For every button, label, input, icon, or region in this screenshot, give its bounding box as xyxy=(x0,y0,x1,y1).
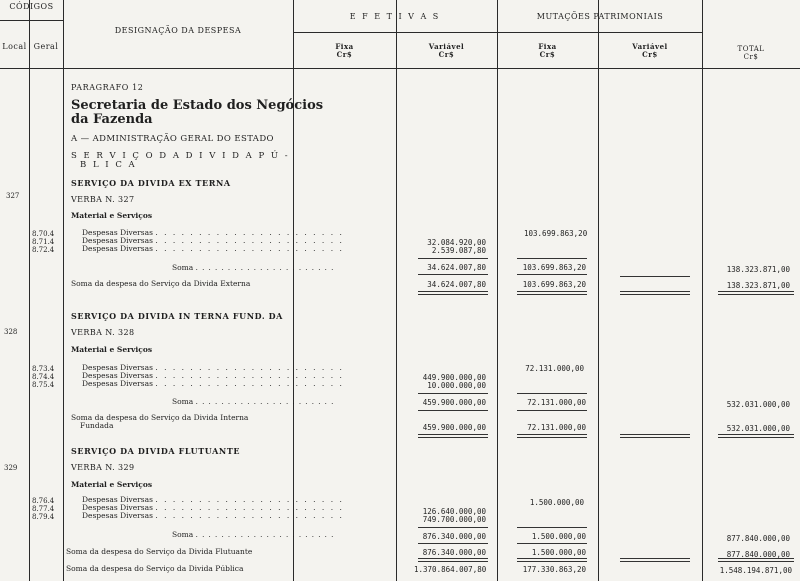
col-rule xyxy=(497,0,498,581)
final-total: 1.548.194.871,00 xyxy=(719,566,792,575)
verba: VERBA N. 327 xyxy=(71,195,135,204)
soma-mut: 72.131.000,00 xyxy=(527,398,586,407)
sum-rule xyxy=(620,276,690,277)
final-soma-label: Soma da despesa do Serviço da Divida Pública xyxy=(66,564,244,573)
material-label: Material e Serviços xyxy=(71,480,153,489)
section-title: SERVIÇO DA DIVIDA FLUTUANTE xyxy=(71,446,241,456)
sum-rule xyxy=(418,543,488,544)
codigos-header: CÓDIGOS xyxy=(9,2,54,11)
total-double-rule xyxy=(418,558,488,562)
servico-soma-label: Soma da despesa do Serviço da Divida Externa xyxy=(71,279,251,288)
variavel-header: Variável Cr$ xyxy=(428,42,465,59)
sum-rule xyxy=(418,393,488,394)
mut-value: 103.699.863,20 xyxy=(524,229,588,238)
item-label: Despesas Diversas . . . . . . . . . . . . . . . . . . . . . . xyxy=(82,379,344,388)
servico-soma-label: Soma da despesa do Serviço da Divida Flutuante xyxy=(66,547,253,556)
item-label: Despesas Diversas . . . . . . . . . . . . . . . . . . . . . . xyxy=(82,236,344,245)
item-code: 8.71.4 xyxy=(32,238,55,246)
total-double-rule xyxy=(620,291,690,295)
col-rule xyxy=(702,0,703,581)
local-code: 327 xyxy=(6,192,20,200)
admin-heading: A — ADMINISTRAÇÃO GERAL DO ESTADO xyxy=(71,134,274,144)
col-rule xyxy=(29,0,30,581)
servico-variavel: 876.340.000,00 xyxy=(422,548,486,557)
verba: VERBA N. 329 xyxy=(71,463,135,472)
total-double-rule xyxy=(718,434,794,438)
soma-label: Soma . . . . . . . . . . . . . . . . . . . . . . xyxy=(172,530,335,539)
efetivas-header: E F E T I V A S xyxy=(349,12,441,21)
item-code: 8.70.4 xyxy=(32,230,55,238)
servico-soma-label-2: Fundada xyxy=(80,421,114,430)
secretaria-line2: da Fazenda xyxy=(71,112,153,127)
total-double-rule xyxy=(718,291,794,295)
local-code: 328 xyxy=(4,328,18,336)
header-rule xyxy=(0,20,63,21)
variavel-value: 2.539.087,80 xyxy=(431,246,486,255)
sum-rule xyxy=(418,258,488,259)
local-header: Local xyxy=(2,42,27,51)
sum-rule xyxy=(517,274,587,275)
secretaria-line1: Secretaria de Estado dos Negócios xyxy=(71,98,324,113)
total-double-rule xyxy=(620,558,690,562)
sum-rule xyxy=(517,543,587,544)
item-label: Despesas Diversas . . . . . . . . . . . . . . . . . . . . . . xyxy=(82,244,344,253)
final-variavel: 1.370.864.007,80 xyxy=(414,565,487,574)
soma-label: Soma . . . . . . . . . . . . . . . . . . . . . . xyxy=(172,397,335,406)
item-code: 8.72.4 xyxy=(32,246,55,254)
soma-total: 138.323.871,00 xyxy=(726,265,790,274)
servico-heading-1: S E R V I Ç O D A D I V I D A P Ú - xyxy=(71,151,290,161)
soma-total: 877.840.000,00 xyxy=(726,534,790,543)
total-double-rule xyxy=(620,434,690,438)
total-double-rule xyxy=(517,291,587,295)
fixa-header: Fixa Cr$ xyxy=(335,42,354,59)
item-code: 8.77.4 xyxy=(32,505,55,513)
sum-rule xyxy=(517,393,587,394)
total-double-rule xyxy=(718,558,794,562)
item-label: Despesas Diversas . . . . . . . . . . . . . . . . . . . . . . xyxy=(82,228,344,237)
sum-rule xyxy=(418,410,488,411)
col-rule xyxy=(63,0,64,581)
variavel-value: 10.000.000,00 xyxy=(427,381,486,390)
col-rule xyxy=(293,0,294,581)
item-code: 8.75.4 xyxy=(32,381,55,389)
variavel-value: 32.084.920,00 xyxy=(427,238,486,247)
servico-mut: 72.131.000,00 xyxy=(527,423,586,432)
soma-total: 532.031.000,00 xyxy=(726,400,790,409)
mut-variavel-header: Variável Cr$ xyxy=(632,42,668,59)
total-header: TOTAL Cr$ xyxy=(737,45,765,61)
servico-total: 532.031.000,00 xyxy=(726,424,790,433)
soma-mut: 1.500.000,00 xyxy=(531,532,586,541)
mut-fixa-header: Fixa Cr$ xyxy=(538,42,557,59)
paragrafo: PARAGRAFO 12 xyxy=(71,83,144,92)
servico-total: 877.840.000,00 xyxy=(726,550,790,559)
col-rule xyxy=(396,0,397,581)
item-code: 8.79.4 xyxy=(32,513,55,521)
variavel-value: 449.900.000,00 xyxy=(422,373,486,382)
local-code: 329 xyxy=(4,464,18,472)
item-label: Despesas Diversas . . . . . . . . . . . . . . . . . . . . . . xyxy=(82,511,344,520)
designacao-header: DESIGNAÇÃO DA DESPESA xyxy=(114,26,242,35)
sum-rule xyxy=(418,527,488,528)
item-code: 8.73.4 xyxy=(32,365,55,373)
section-title: SERVIÇO DA DIVIDA IN TERNA FUND. DA xyxy=(71,311,283,321)
verba: VERBA N. 328 xyxy=(71,328,135,337)
mutacoes-header: MUTAÇÕES PATRIMONIAIS xyxy=(536,12,664,21)
material-label: Material e Serviços xyxy=(71,211,153,220)
material-label: Material e Serviços xyxy=(71,345,153,354)
variavel-value: 749.700.000,00 xyxy=(422,515,486,524)
item-code: 8.76.4 xyxy=(32,497,55,505)
item-label: Despesas Diversas . . . . . . . . . . . . . . . . . . . . . . xyxy=(82,495,344,504)
mut-value: 72.131.000,00 xyxy=(525,364,584,373)
sum-rule xyxy=(418,274,488,275)
soma-label: Soma . . . . . . . . . . . . . . . . . . . . . . xyxy=(172,263,335,272)
geral-header: Geral xyxy=(33,42,59,51)
soma-mut: 103.699.863,20 xyxy=(522,263,586,272)
servico-mut: 103.699.863,20 xyxy=(522,280,586,289)
final-mut: 177.330.863,20 xyxy=(522,565,586,574)
header-rule xyxy=(0,68,800,69)
mut-value: 1.500.000,00 xyxy=(529,498,584,507)
soma-variavel: 876.340.000,00 xyxy=(422,532,486,541)
col-rule xyxy=(598,0,599,581)
item-label: Despesas Diversas . . . . . . . . . . . . . . . . . . . . . . xyxy=(82,363,344,372)
item-label: Despesas Diversas . . . . . . . . . . . . . . . . . . . . . . xyxy=(82,371,344,380)
total-double-rule xyxy=(517,434,587,438)
sum-rule xyxy=(517,258,587,259)
servico-total: 138.323.871,00 xyxy=(726,281,790,290)
total-double-rule xyxy=(418,434,488,438)
soma-variavel: 34.624.007,80 xyxy=(427,263,486,272)
servico-soma-label: Soma da despesa do Serviço da Divida Interna xyxy=(71,413,249,422)
sum-rule xyxy=(517,410,587,411)
servico-variavel: 459.900.000,00 xyxy=(422,423,486,432)
servico-mut: 1.500.000,00 xyxy=(531,548,586,557)
servico-heading-2: B L I C A xyxy=(80,160,137,170)
servico-variavel: 34.624.007,80 xyxy=(427,280,486,289)
sum-rule xyxy=(517,527,587,528)
variavel-value: 126.640.000,00 xyxy=(422,507,486,516)
total-double-rule xyxy=(418,291,488,295)
soma-variavel: 459.900.000,00 xyxy=(422,398,486,407)
item-label: Despesas Diversas . . . . . . . . . . . . . . . . . . . . . . xyxy=(82,503,344,512)
section-title: SERVIÇO DA DIVIDA EX TERNA xyxy=(71,178,231,188)
item-code: 8.74.4 xyxy=(32,373,55,381)
total-double-rule xyxy=(517,558,587,562)
header-rule xyxy=(293,32,703,33)
